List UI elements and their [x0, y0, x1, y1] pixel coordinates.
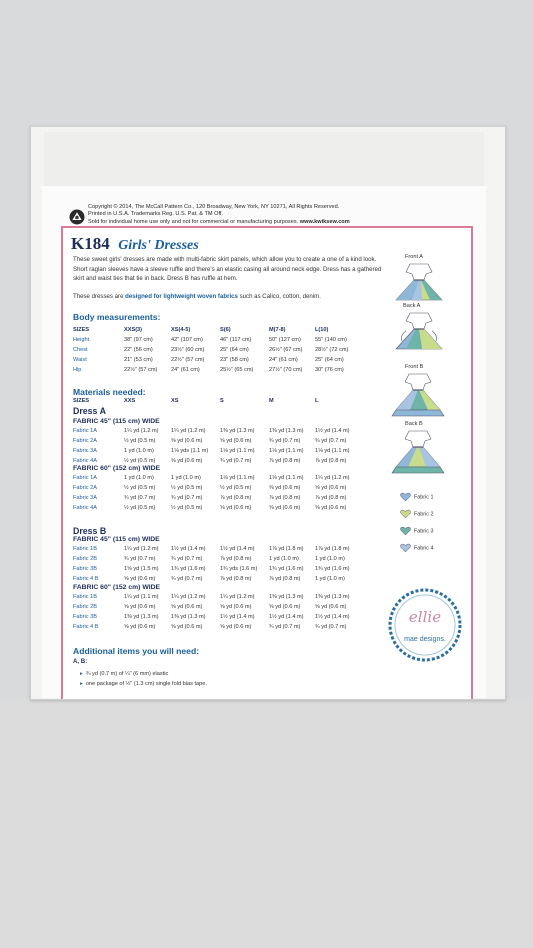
recycle-icon: [69, 209, 85, 225]
table-cell: S: [220, 398, 224, 404]
row-label: Fabric 4A: [73, 458, 97, 464]
row-label: Fabric 1A: [73, 475, 97, 481]
materials-heading: Materials needed:: [73, 387, 146, 397]
table-row: [0, 556, 533, 566]
table-cell: 28½" (72 cm): [315, 347, 349, 353]
table-cell: ⅞ yd (0.8 m): [220, 576, 252, 582]
table-cell: 1 yd (1.0 m): [171, 475, 201, 481]
pattern-title: [71, 234, 199, 254]
row-label: Fabric 1B: [73, 594, 97, 600]
table-cell: 1 yd (1.0 m): [315, 576, 345, 582]
table-cell: ⅝ yd (0.6 m): [315, 485, 347, 491]
front-a-label: Front A: [405, 254, 424, 260]
heart-icon: [400, 509, 411, 519]
heart-icon: [400, 543, 411, 553]
table-cell: ⅞ yd (0.8 m): [220, 556, 252, 562]
table-cell: 1¾ yd (1.6 m): [171, 566, 206, 572]
table-cell: 1¼ yd (1.2 m): [220, 594, 255, 600]
table-cell: ½ yd (0.5 m): [171, 485, 203, 491]
usage-line: Sold for individual home use only and not for commercial or manufacturing purposes. www.kwiksew.com: [88, 218, 350, 225]
table-cell: 1⅛ yd (1.1 m): [269, 475, 304, 481]
row-label: Fabric 1A: [73, 428, 97, 434]
table-row: [0, 566, 533, 576]
table-cell: 1⅛ yd (1.1 m): [315, 448, 350, 454]
pattern-name: Girls' Dresses: [118, 238, 199, 253]
row-label: Fabric 4A: [73, 505, 97, 511]
envelope-flap: [44, 132, 484, 193]
table-cell: 1½ yd (1.4 m): [220, 546, 255, 552]
table-row: [0, 327, 533, 337]
table-cell: 1½ yd (1.4 m): [315, 614, 350, 620]
legend-item: [400, 526, 433, 536]
website-url: www.kwiksew.com: [299, 218, 350, 225]
table-cell: XXS: [124, 398, 136, 404]
table-cell: ⅞ yd (0.8 m): [269, 495, 301, 501]
table-cell: 1⅞ yd (1.8 m): [269, 546, 304, 552]
legend-label: Fabric 4: [414, 545, 434, 552]
table-cell: ⅝ yd (0.6 m): [171, 438, 203, 444]
logo-tagline: mae designs.: [404, 636, 446, 643]
table-cell: ⅝ yd (0.6 m): [269, 604, 301, 610]
table-cell: XXS(3): [124, 327, 143, 333]
table-cell: ⅝ yd (0.6 m): [171, 458, 203, 464]
table-cell: ⅞ yd (0.8 m): [315, 458, 347, 464]
table-cell: ¾ yd (0.7 m): [315, 624, 347, 630]
legend-item: [400, 492, 433, 502]
table-cell: 1½ yd (1.4 m): [220, 614, 255, 620]
table-cell: 22½" (57 cm): [171, 357, 205, 363]
back-b-label: Back B: [405, 421, 423, 427]
row-label: Fabric 3B: [73, 566, 97, 572]
pattern-number: K184: [71, 234, 110, 253]
table-cell: 1⅛ yd (1.1 m): [269, 448, 304, 454]
legend-label: Fabric 2: [414, 511, 434, 518]
table-row: [0, 546, 533, 556]
legend-label: Fabric 1: [414, 494, 434, 501]
table-row: [0, 347, 533, 357]
table-cell: ½ yd (0.5 m): [171, 505, 203, 511]
table-cell: ⅝ yd (0.6 m): [124, 576, 156, 582]
front-a-dress-illustration: [392, 262, 446, 302]
table-cell: 1½ yd (1.4 m): [171, 546, 206, 552]
back-a-dress-illustration: [392, 311, 446, 351]
table-cell: ½ yd (0.5 m): [124, 485, 156, 491]
table-cell: 1¾ yd (1.6 m): [269, 566, 304, 572]
table-cell: 1¼ yd (1.2 m): [171, 428, 206, 434]
front-b-label: Front B: [405, 364, 424, 370]
table-cell: 27½" (70 cm): [269, 367, 303, 373]
table-cell: 1⅜ yd (1.3 m): [269, 594, 304, 600]
row-label: Waist: [73, 357, 87, 363]
table-row: [0, 485, 533, 495]
table-cell: ¾ yd (0.7 m): [315, 438, 347, 444]
copyright-notice: [88, 204, 468, 226]
bullet-icon: ▸: [80, 671, 83, 677]
table-row: [0, 438, 533, 448]
table-cell: 1 yd (1.0 m): [124, 475, 154, 481]
row-label: Fabric 3B: [73, 614, 97, 620]
row-label: Fabric 3A: [73, 448, 97, 454]
table-cell: XS: [171, 398, 179, 404]
table-cell: 1⅛ yd (1.1 m): [220, 475, 255, 481]
table-cell: 1⅛ yds (1.1 m): [171, 448, 209, 454]
row-label: Hip: [73, 367, 82, 373]
table-cell: 24" (61 cm): [269, 357, 298, 363]
table-row: [0, 337, 533, 347]
table-cell: ⅞ yd (0.8 m): [269, 576, 301, 582]
fabric-recommendation: These dresses are designed for lightweight woven fabrics such as Calico, cotton, denim.: [73, 293, 321, 300]
table-cell: 38" (97 cm): [124, 337, 153, 343]
table-cell: 23" (58 cm): [220, 357, 249, 363]
table-cell: 25" (64 cm): [315, 357, 344, 363]
table-cell: 21" (53 cm): [124, 357, 153, 363]
table-cell: ⅞ yd (0.8 m): [220, 495, 252, 501]
heart-icon: [400, 526, 411, 536]
row-label: Fabric 4 B: [73, 576, 99, 582]
table-cell: M(7-8): [269, 327, 286, 333]
table-cell: 24" (61 cm): [171, 367, 200, 373]
dress-a-fabric-60-heading: FABRIC 60" (152 cm) WIDE: [73, 465, 161, 472]
dress-a-fabric-45-heading: FABRIC 45" (115 cm) WIDE: [73, 418, 160, 425]
row-label: Fabric 2B: [73, 556, 97, 562]
table-cell: 1 yd (1.0 m): [315, 556, 345, 562]
table-cell: 1⅛ yd (1.1 m): [220, 448, 255, 454]
table-cell: ¾ yd (0.7 m): [171, 576, 203, 582]
row-label: Fabric 2B: [73, 604, 97, 610]
table-row: [0, 495, 533, 505]
table-surface: [0, 700, 533, 948]
table-cell: ¾ yd (0.7 m): [124, 556, 156, 562]
table-row: [0, 475, 533, 485]
table-cell: ⅝ yd (0.6 m): [315, 604, 347, 610]
table-cell: ¾ yd (0.7 m): [124, 495, 156, 501]
legend-label: Fabric 3: [414, 528, 434, 535]
dress-b-fabric-45-heading: FABRIC 45" (115 cm) WIDE: [73, 536, 160, 543]
legend-item: [400, 543, 433, 553]
table-cell: ⅝ yd (0.6 m): [220, 624, 252, 630]
table-cell: ⅝ yd (0.6 m): [171, 624, 203, 630]
row-label: Fabric 4 B: [73, 624, 99, 630]
table-cell: 1½ yd (1.4 m): [315, 428, 350, 434]
table-cell: ⅝ yd (0.6 m): [315, 505, 347, 511]
legend-item: [400, 509, 433, 519]
table-cell: 1¼ yd (1.2 m): [315, 475, 350, 481]
table-cell: ⅝ yd (0.6 m): [220, 604, 252, 610]
table-cell: 42" (107 cm): [171, 337, 203, 343]
back-b-dress-illustration: [388, 429, 448, 475]
table-cell: ¾ yd (0.7 m): [269, 624, 301, 630]
row-label: Chest: [73, 347, 88, 353]
copyright-line: Copyright © 2014, The McCall Pattern Co., 120 Broadway, New York, NY 10271, All Rights Reserved.: [88, 204, 340, 210]
table-cell: ½ yd (0.5 m): [220, 485, 252, 491]
table-cell: ¾ yd (0.7 m): [171, 495, 203, 501]
table-cell: 1⅞ yd (1.8 m): [315, 546, 350, 552]
table-cell: 1¼ yd (1.2 m): [171, 594, 206, 600]
table-cell: 1 yd (1.0 m): [269, 556, 299, 562]
table-cell: ⅝ yd (0.6 m): [171, 604, 203, 610]
table-row: [0, 448, 533, 458]
table-cell: S(6): [220, 327, 231, 333]
table-cell: 22½" (57 cm): [124, 367, 158, 373]
body-measurements-heading: Body measurements:: [73, 312, 161, 322]
table-cell: ½ yd (0.5 m): [124, 458, 156, 464]
table-cell: ⅞ yd (0.8 m): [269, 458, 301, 464]
table-row: [0, 428, 533, 438]
row-label: SIZES: [73, 327, 90, 333]
table-cell: 1¼ yd (1.1 m): [124, 594, 159, 600]
row-label: SIZES: [73, 398, 90, 404]
table-cell: M: [269, 398, 274, 404]
table-cell: ⅝ yd (0.6 m): [220, 438, 252, 444]
row-label: Fabric 2A: [73, 438, 97, 444]
views-label: A, B:: [73, 658, 88, 665]
table-cell: ¾ yd (0.7 m): [171, 556, 203, 562]
dress-b-heading: Dress B: [73, 526, 107, 536]
table-cell: ⅝ yd (0.6 m): [269, 505, 301, 511]
notion-item: ▸ ¾ yd (0.7 m) of ¼" (6 mm) elastic: [80, 671, 169, 677]
table-row: [0, 357, 533, 367]
back-a-label: Back A: [403, 303, 421, 309]
table-cell: 1¼ yd (1.2 m): [124, 428, 159, 434]
table-cell: 50" (127 cm): [269, 337, 301, 343]
table-cell: L: [315, 398, 319, 404]
table-cell: 1 yd (1.0 m): [124, 448, 154, 454]
table-cell: ⅝ yd (0.6 m): [269, 485, 301, 491]
additional-items-heading: Additional items you will need:: [73, 646, 200, 656]
table-cell: ½ yd (0.5 m): [124, 505, 156, 511]
trademark-line: Printed in U.S.A. Trademarks Reg. U.S. Pat. & TM Off.: [88, 211, 224, 218]
table-cell: ½ yd (0.5 m): [124, 438, 156, 444]
row-label: Height: [73, 337, 90, 343]
row-label: Fabric 3A: [73, 495, 97, 501]
bullet-icon: ▸: [80, 681, 83, 687]
table-cell: 1⅜ yd (1.3 m): [315, 594, 350, 600]
table-cell: 1¾ yd (1.6 m): [315, 566, 350, 572]
table-row: [0, 367, 533, 377]
table-cell: 23½" (60 cm): [171, 347, 205, 353]
logo-name: ellie: [408, 608, 442, 626]
table-cell: 1¾ yds (1.6 m): [220, 566, 258, 572]
table-cell: 1⅜ yd (1.3 m): [269, 428, 304, 434]
table-cell: 1½ yd (1.4 m): [269, 614, 304, 620]
table-cell: 1⅜ yd (1.3 m): [171, 614, 206, 620]
row-label: Fabric 2A: [73, 485, 97, 491]
table-cell: 25½" (65 cm): [220, 367, 254, 373]
table-cell: XS(4-5): [171, 327, 191, 333]
table-cell: 26½" (67 cm): [269, 347, 303, 353]
table-cell: 55" (140 cm): [315, 337, 347, 343]
row-label: Fabric 1B: [73, 546, 97, 552]
table-cell: ⅝ yd (0.6 m): [220, 505, 252, 511]
dress-a-heading: Dress A: [73, 406, 106, 416]
table-cell: 1¼ yd (1.2 m): [124, 546, 159, 552]
table-row: [0, 505, 533, 518]
table-cell: L(10): [315, 327, 329, 333]
table-cell: 25" (64 cm): [220, 347, 249, 353]
table-cell: ¾ yd (0.7 m): [269, 438, 301, 444]
table-cell: 30" (76 cm): [315, 367, 344, 373]
table-cell: 1⅜ yd (1.3 m): [124, 614, 159, 620]
heart-icon: [400, 492, 411, 502]
dress-b-fabric-60-heading: FABRIC 60" (152 cm) WIDE: [73, 584, 161, 591]
table-cell: 1⅝ yd (1.5 m): [124, 566, 159, 572]
notion-item: ▸ one package of ½" (1.3 cm) single fold bias tape.: [80, 681, 207, 687]
pattern-description: These sweet girls' dresses are made with multi-fabric skirt panels, which allow you to create a one of a kind look. Short raglan sleeves have a sleeve ruffle and there's an elastic casing all around neck edge. Dress has a gathered skirt and waist ties that tie in back. Dress B has ruffle at hem.: [73, 256, 382, 283]
front-b-dress-illustration: [388, 372, 448, 418]
table-cell: ⅞ yd (0.8 m): [315, 495, 347, 501]
table-cell: ¾ yd (0.7 m): [220, 458, 252, 464]
table-cell: 46" (117 cm): [220, 337, 252, 343]
table-cell: ⅝ yd (0.6 m): [124, 624, 156, 630]
table-cell: 1⅜ yd (1.3 m): [220, 428, 255, 434]
table-cell: 22" (56 cm): [124, 347, 153, 353]
table-cell: ⅝ yd (0.6 m): [124, 604, 156, 610]
